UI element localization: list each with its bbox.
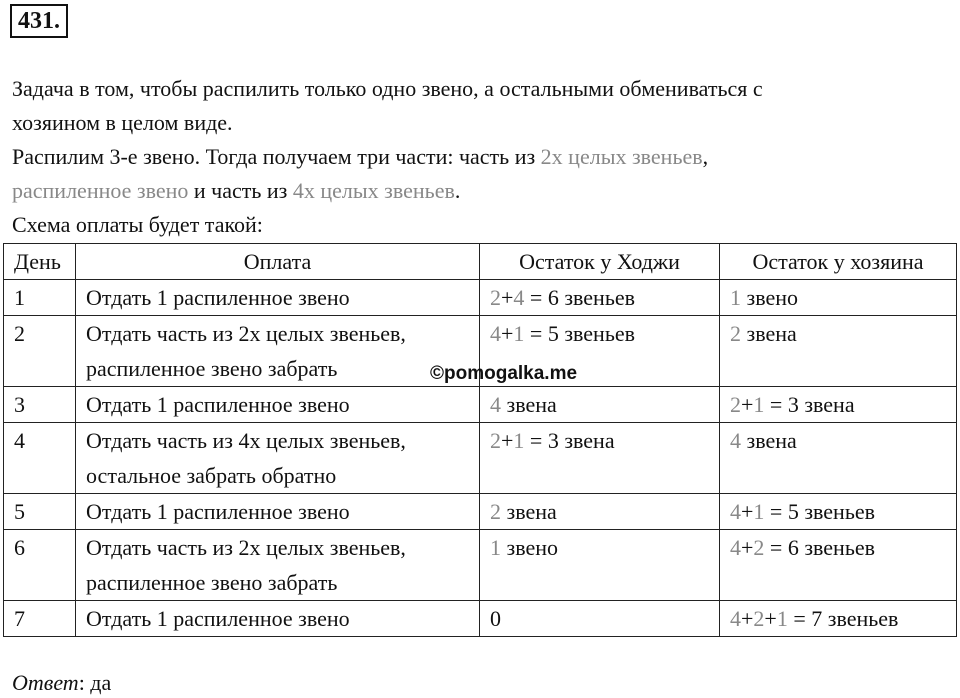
table-header-row (4, 244, 957, 280)
value-part: 4 (513, 285, 525, 310)
value-part: = 5 звеньев (764, 499, 876, 524)
cell-owner-remainder (720, 387, 957, 423)
value-part: 2 (490, 428, 501, 453)
payment-line: остальное забрать обратно (86, 463, 337, 488)
cell-payment (76, 280, 480, 316)
cell-day: 7 (4, 601, 76, 637)
value-part: 4 (730, 428, 741, 453)
value-part: 4 (730, 535, 741, 560)
value-part: 4 (730, 499, 741, 524)
intro-text: Распилим 3-е звено. Тогда получаем три части: часть из (12, 144, 541, 169)
value-part: + (764, 606, 777, 631)
value-part: 2 (753, 606, 765, 631)
value-part: звена (741, 321, 797, 346)
table-row (4, 530, 957, 601)
problem-number: 431. (10, 4, 68, 38)
answer-text: : да (78, 670, 112, 695)
cell-payment (76, 601, 480, 637)
highlight-part-4: 4х целых звеньев (292, 178, 455, 203)
value-part: звено (501, 535, 558, 560)
value-part: 1 (753, 392, 765, 417)
value-part: = 3 звена (524, 428, 615, 453)
cell-owner-remainder (720, 316, 957, 387)
cell-day: 2 (4, 316, 76, 387)
payment-line: Отдать 1 распиленное звено (86, 499, 350, 524)
value-part: 2 (490, 285, 501, 310)
cell-payment (76, 530, 480, 601)
value-part: 1 (513, 428, 525, 453)
payment-line: Отдать часть из 2х целых звеньев, (86, 321, 406, 346)
payment-line: распиленное звено забрать (86, 570, 338, 595)
table-row (4, 423, 957, 494)
cell-day: 6 (4, 530, 76, 601)
cell-hodja-remainder (480, 530, 720, 601)
highlight-part-2: 2х целых звеньев (540, 144, 703, 169)
value-part: = 5 звеньев (524, 321, 636, 346)
value-part: = 6 звеньев (764, 535, 876, 560)
value-part: + (741, 499, 754, 524)
cell-hodja-remainder (480, 601, 720, 637)
value-part: 1 (753, 499, 765, 524)
value-part: 2 (730, 392, 741, 417)
cell-hodja-remainder (480, 423, 720, 494)
cell-hodja-remainder (480, 494, 720, 530)
intro-text: . (454, 178, 461, 203)
value-part: + (741, 392, 754, 417)
value-part: 4 (490, 321, 501, 346)
cell-owner-remainder (720, 530, 957, 601)
cell-owner-remainder (720, 601, 957, 637)
header-owner-remainder: Остаток у хозяина (720, 244, 957, 280)
value-part: + (501, 321, 514, 346)
value-part: = 3 звена (764, 392, 855, 417)
cell-owner-remainder (720, 423, 957, 494)
header-day: День (4, 244, 76, 280)
value-part: + (501, 428, 514, 453)
value-part: = 7 звеньев (787, 606, 899, 631)
value-part: 2 (730, 321, 741, 346)
value-part: звена (501, 392, 557, 417)
cell-hodja-remainder (480, 387, 720, 423)
payment-line: Отдать 1 распиленное звено (86, 285, 350, 310)
cell-day: 1 (4, 280, 76, 316)
value-part: 1 (490, 535, 501, 560)
payment-line: распиленное звено забрать (86, 356, 338, 381)
value-part: 0 (490, 606, 501, 631)
table-row (4, 387, 957, 423)
value-part: 1 (776, 606, 788, 631)
value-part: + (741, 606, 754, 631)
intro-text: , (702, 144, 709, 169)
header-hodja-remainder: Остаток у Ходжи (480, 244, 720, 280)
cell-hodja-remainder (480, 280, 720, 316)
value-part: звено (741, 285, 798, 310)
value-part: 2 (490, 499, 501, 524)
value-part: 4 (730, 606, 741, 631)
cell-day: 5 (4, 494, 76, 530)
value-part: 2 (753, 535, 765, 560)
value-part: 1 (513, 321, 525, 346)
problem-text (12, 72, 952, 242)
highlight-sawn-link: распиленное звено (12, 178, 189, 203)
intro-line-4 (12, 174, 952, 208)
payment-line: Отдать 1 распиленное звено (86, 606, 350, 631)
intro-line-3 (12, 140, 952, 174)
payment-line: Отдать часть из 4х целых звеньев, (86, 428, 406, 453)
payment-line: Отдать 1 распиленное звено (86, 392, 350, 417)
cell-owner-remainder (720, 494, 957, 530)
header-payment: Оплата (76, 244, 480, 280)
payment-line: Отдать часть из 2х целых звеньев, (86, 535, 406, 560)
value-part: 1 (730, 285, 741, 310)
intro-text: и часть из (188, 178, 293, 203)
value-part: = 6 звеньев (524, 285, 636, 310)
value-part: 4 (490, 392, 501, 417)
intro-line-1: Задача в том, чтобы распилить только одно звено, а остальными обмениваться с (12, 76, 763, 101)
answer-label: Ответ (12, 670, 79, 695)
table-row (4, 280, 957, 316)
cell-payment (76, 494, 480, 530)
table-row (4, 601, 957, 637)
table-row (4, 494, 957, 530)
cell-payment (76, 423, 480, 494)
cell-owner-remainder (720, 280, 957, 316)
cell-day: 3 (4, 387, 76, 423)
payment-table (3, 243, 957, 637)
value-part: + (741, 535, 754, 560)
cell-day: 4 (4, 423, 76, 494)
cell-payment (76, 387, 480, 423)
intro-line-5: Схема оплаты будет такой: (12, 212, 263, 237)
value-part: звена (501, 499, 557, 524)
value-part: звена (741, 428, 797, 453)
watermark: ©pomogalka.me (430, 363, 578, 384)
value-part: + (501, 285, 514, 310)
intro-line-2: хозяином в целом виде. (12, 110, 233, 135)
cell-payment (76, 316, 480, 387)
